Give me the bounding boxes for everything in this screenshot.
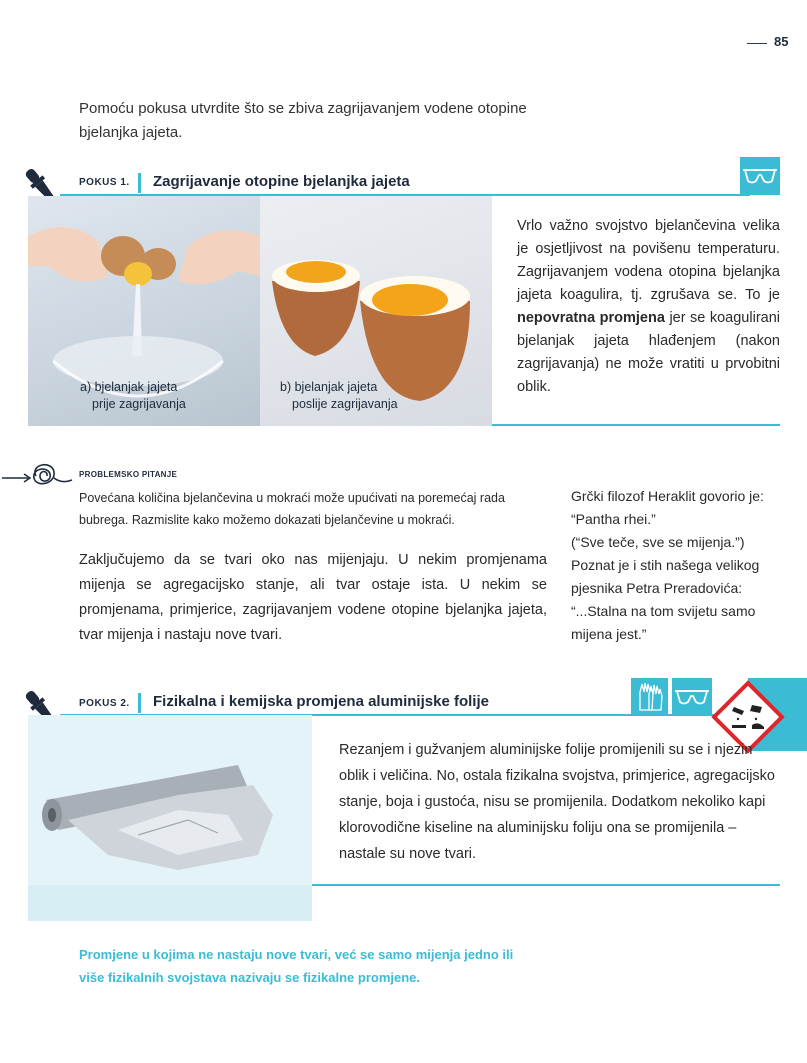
caption-a	[80, 379, 186, 413]
pokus-1-title: Zagrijavanje otopine bjelanjka jajeta	[153, 173, 410, 190]
page-number: 85	[774, 34, 789, 49]
goggles-icon-box-2	[672, 678, 712, 714]
goggles-icon	[740, 157, 780, 195]
pokus-1-text-a: Vrlo važno svojstvo bjelančevina velika je osjetljivost na povišenu temperaturu. Zagrijavanjem vodena otopina bjelanjka jajeta koagulira, tj. zgrušava se. To je	[517, 218, 780, 303]
photo-aluminium-foil	[28, 715, 312, 921]
caption-b-line-1: b) bjelanjak jajeta	[280, 380, 378, 394]
quote-line-5: pjesnika Petra Preradovića:	[571, 580, 743, 596]
caption-a-line-2: prije zagrijavanja	[92, 397, 186, 411]
pokus-1-text	[517, 215, 780, 399]
problem-text: Povećana količina bjelančevina u mokraći može upućivati na poremećaj rada bubrega. Razmislite kako možemo dokazati bjelančevine u mokraći.	[79, 491, 505, 527]
scribble-icon	[0, 458, 80, 494]
pokus-1-text-bold: nepovratna promjena	[517, 310, 665, 326]
pokus-1-text-b: jer se koagulirani bjelanjak jajeta hlađenjem (nakon zagrijavanja) ne može vratiti u prvobitni oblik.	[517, 310, 780, 395]
quote-line-6: “...Stalna na tom svijetu samo	[571, 603, 756, 619]
conclusion-text: Zaključujemo da se tvari oko nas mijenjaju. U nekim promjenama mijenja se agregacijsko stanje, ali tvar ostaje ista. U nekim se promjenama, primjerice, zagrijavanjem vodene otopine bjelanjka jajeta, tvar mijenja i nastaju nove tvari.	[79, 552, 547, 643]
gloves-icon	[631, 678, 668, 714]
pokus-1-bar	[138, 173, 141, 193]
pokus-2-title: Fizikalna i kemijska promjena aluminijske folije	[153, 693, 489, 710]
caption-a-line-1: a) bjelanjak jajeta	[80, 380, 178, 394]
pokus-2-bar	[138, 693, 141, 713]
caption-b-line-2: poslije zagrijavanja	[292, 397, 398, 411]
intro-line-1: Pomoću pokusa utvrdite što se zbiva zagrijavanjem vodene otopine	[79, 100, 527, 117]
definition-line-1: Promjene u kojima ne nastaju nove tvari, već se samo mijenja jedno ili	[79, 947, 514, 962]
page-number-line	[747, 43, 767, 44]
quote-line-7: mijena jest.”	[571, 626, 647, 642]
caption-b	[280, 379, 398, 413]
goggles-icon-box	[740, 157, 780, 195]
pokus-2-text: Rezanjem i gužvanjem aluminijske folije promijenili su se i njezin oblik i veličina. No, ostala fizikalna svojstva, primjerice, agregacijsko stanje, boja i gustoća, nisu se promijenila. Dodatkom nekoliko kapi klorovodične kiseline na aluminijsku foliju ona se promijenila – nastale su nove tvari.	[339, 742, 775, 862]
pokus-1-label: POKUS 1.	[79, 177, 130, 188]
heraclitus-quote	[571, 485, 786, 646]
quote-line-3: (“Sve teče, sve se mijenja.”)	[571, 534, 745, 550]
gloves-icon-box	[631, 678, 668, 714]
problem-label: PROBLEMSKO PITANJE	[79, 470, 178, 479]
intro-line-2: bjelanjka jajeta.	[79, 124, 183, 141]
quote-line-1: Grčki filozof Heraklit govorio je:	[571, 488, 764, 504]
pokus-2-label: POKUS 2.	[79, 698, 130, 709]
pokus-1-bottom-rule	[492, 424, 780, 426]
pokus-2-bottom-rule	[312, 884, 780, 886]
definition-line-2: više fizikalnih svojstava nazivaju se fizikalne promjene.	[79, 970, 421, 985]
intro-text	[79, 97, 569, 145]
quote-line-4: Poznat je i stih našega velikog	[571, 557, 760, 573]
definition-text	[79, 943, 579, 989]
quote-line-2: “Pantha rhei.”	[571, 511, 656, 527]
goggles-icon-2	[672, 678, 712, 714]
